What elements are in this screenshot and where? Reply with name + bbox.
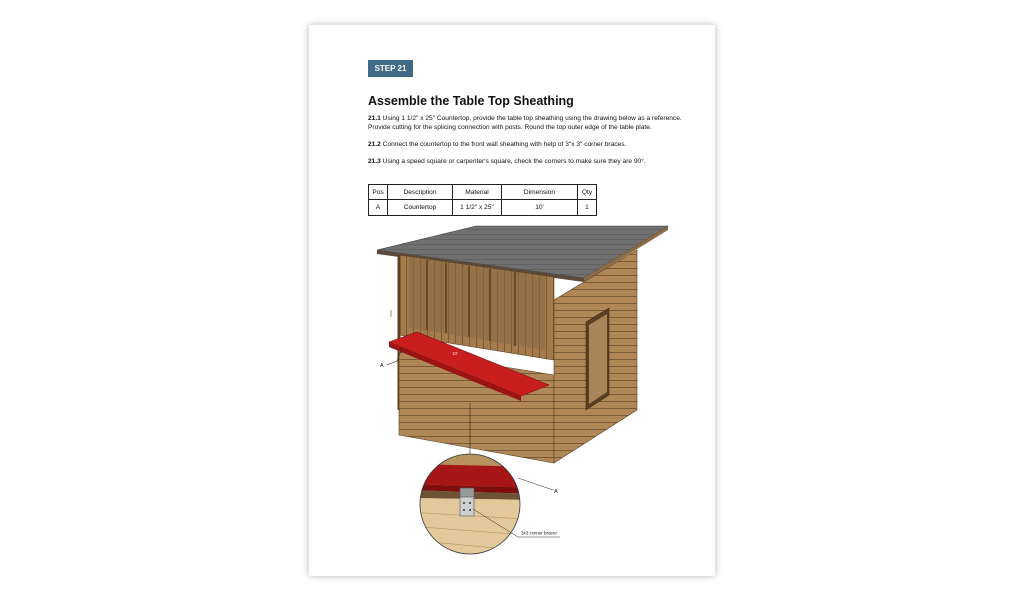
detail-label: 3x3 corner bracer — [521, 530, 558, 536]
page-title: Assemble the Table Top Sheathing — [368, 94, 574, 108]
instruction-21-2 — [368, 141, 698, 150]
detail-view — [409, 440, 539, 570]
instruction-text: Using 1 1/2" x 25" Countertop, provide the table top sheathing using the drawing below as a reference. Provide cutting for the splicing connection with posts. Round the top outer edge of the table plate. — [368, 115, 682, 131]
table-header-cell: Pos — [369, 185, 388, 200]
instruction-number: 21.2 — [368, 141, 381, 148]
document-page — [309, 25, 715, 576]
instruction-text: Connect the countertop to the front wall sheathing with help of 3"x 3" corner braces. — [380, 141, 627, 148]
table-cell: 10' — [502, 200, 578, 216]
table-header-cell: Description — [388, 185, 453, 200]
shed-drawing — [309, 220, 715, 570]
table-row — [369, 200, 597, 216]
label-a-detail: A — [554, 489, 558, 495]
table-header-cell: Material — [453, 185, 502, 200]
instruction-21-1 — [368, 115, 698, 132]
corner-brace — [460, 496, 474, 516]
table-cell: Countertop — [388, 200, 453, 216]
table-header-cell: Dimension — [502, 185, 578, 200]
side-wall — [554, 250, 637, 463]
parts-table — [368, 184, 597, 216]
table-header-cell: Qty — [578, 185, 597, 200]
instruction-number: 21.1 — [368, 115, 381, 122]
instruction-21-3 — [368, 158, 698, 167]
table-cell: 1 1/2" x 25" — [453, 200, 502, 216]
table-cell: 1 — [578, 200, 597, 216]
instruction-text: Using a speed square or carpenter's square, check the corners to make sure they are 90°. — [380, 158, 646, 165]
instruction-number: 21.3 — [368, 158, 381, 165]
label-a: A — [380, 363, 384, 369]
table-header-row — [369, 185, 597, 200]
dimension-label: 10' — [452, 351, 458, 356]
step-badge: STEP 21 — [368, 60, 413, 77]
table-cell: A — [369, 200, 388, 216]
